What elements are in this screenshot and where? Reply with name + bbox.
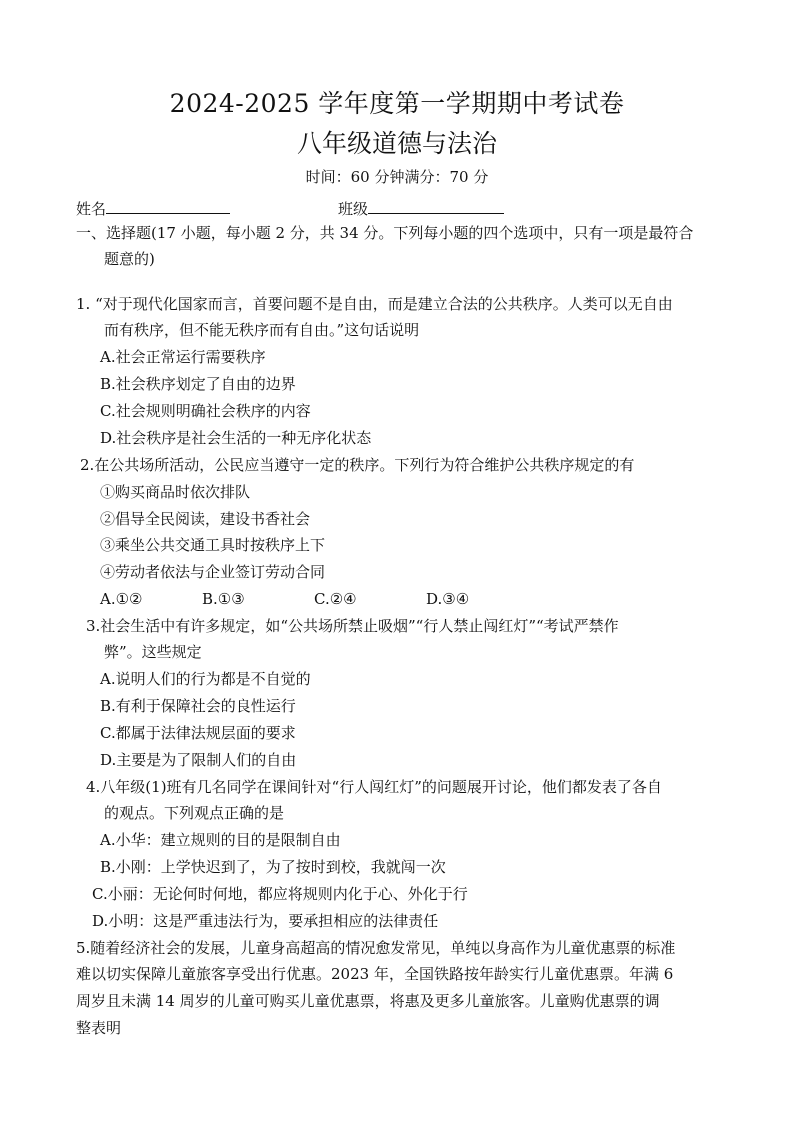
exam-subject: 八年级道德与法治 [296, 129, 497, 158]
class-field [338, 198, 504, 219]
q2-option-a: A.①② [100, 590, 143, 608]
q5-stem-cont-2: 周岁且未满 14 周岁的儿童可购买儿童优惠票，将惠及更多儿童旅客。儿童购优惠票的调 [76, 992, 660, 1010]
q3-option-b: B.有利于保障社会的良性运行 [100, 697, 296, 715]
q2-statement-1: ①购买商品时依次排队 [100, 483, 251, 501]
q3-option-d: D.主要是为了限制人们的自由 [100, 751, 297, 769]
q1-option-c: C.社会规则明确社会秩序的内容 [100, 402, 311, 420]
time-score: 时间：60 分钟满分：70 分 [305, 168, 489, 186]
q2-stem: 2.在公共场所活动，公民应当遵守一定的秩序。下列行为符合维护公共秩序规定的有 [80, 456, 635, 474]
q2-option-b: B.①③ [202, 590, 245, 608]
q3-stem: 3.社会生活中有许多规定，如“公共场所禁止吸烟”“行人禁止闯红灯”“考试严禁作 [86, 617, 619, 635]
name-field [76, 198, 230, 219]
q1-stem: 1. “对于现代化国家而言，首要问题不是自由，而是建立合法的公共秩序。人类可以无自由 [76, 295, 673, 313]
q2-option-d: D.③④ [426, 590, 470, 608]
q3-stem-cont: 弊”。这些规定 [104, 643, 202, 661]
exam-title: 2024-2025 学年度第一学期期中考试卷 [169, 89, 625, 118]
section-heading: 一、选择题(17 小题，每小题 2 分，共 34 分。下列每小题的四个选项中，只有一项是最符合 [76, 224, 694, 242]
q1-option-a: A.社会正常运行需要秩序 [100, 348, 266, 366]
class-blank [368, 198, 504, 214]
q5-stem: 5.随着经济社会的发展，儿童身高超高的情况愈发常见，单纯以身高作为儿童优惠票的标准 [76, 939, 676, 957]
name-blank [106, 198, 230, 214]
q4-option-a: A.小华：建立规则的目的是限制自由 [100, 831, 341, 849]
q3-option-c: C.都属于法律法规层面的要求 [100, 724, 296, 742]
q5-stem-cont-1: 难以切实保障儿童旅客享受出行优惠。2023 年，全国铁路按年龄实行儿童优惠票。年满 6 [76, 965, 674, 983]
q5-stem-cont-3: 整表明 [76, 1019, 122, 1037]
q3-option-a: A.说明人们的行为都是不自觉的 [100, 670, 311, 688]
q2-options [100, 589, 469, 609]
name-label: 姓名 [76, 200, 107, 218]
class-label: 班级 [338, 200, 369, 218]
q4-option-d: D.小明：这是严重违法行为，要承担相应的法律责任 [92, 912, 439, 930]
section-heading-cont: 题意的) [104, 250, 155, 268]
q2-statement-2: ②倡导全民阅读，建设书香社会 [100, 510, 311, 528]
q4-option-b: B.小刚：上学快迟到了，为了按时到校，我就闯一次 [100, 858, 446, 876]
q4-stem: 4.八年级(1)班有几名同学在课间针对“行人闯红灯”的问题展开讨论，他们都发表了各自 [86, 778, 662, 796]
q2-statement-3: ③乘坐公共交通工具时按秩序上下 [100, 536, 326, 554]
q4-option-c: C.小丽：无论何时何地，都应将规则内化于心、外化于行 [92, 885, 468, 903]
q1-stem-cont: 而有秩序，但不能无秩序而有自由。”这句话说明 [104, 321, 420, 339]
q2-option-c: C.②④ [314, 590, 357, 608]
q2-statement-4: ④劳动者依法与企业签订劳动合同 [100, 563, 326, 581]
q4-stem-cont: 的观点。下列观点正确的是 [104, 804, 285, 822]
q1-option-d: D.社会秩序是社会生活的一种无序化状态 [100, 429, 372, 447]
q1-option-b: B.社会秩序划定了自由的边界 [100, 375, 296, 393]
